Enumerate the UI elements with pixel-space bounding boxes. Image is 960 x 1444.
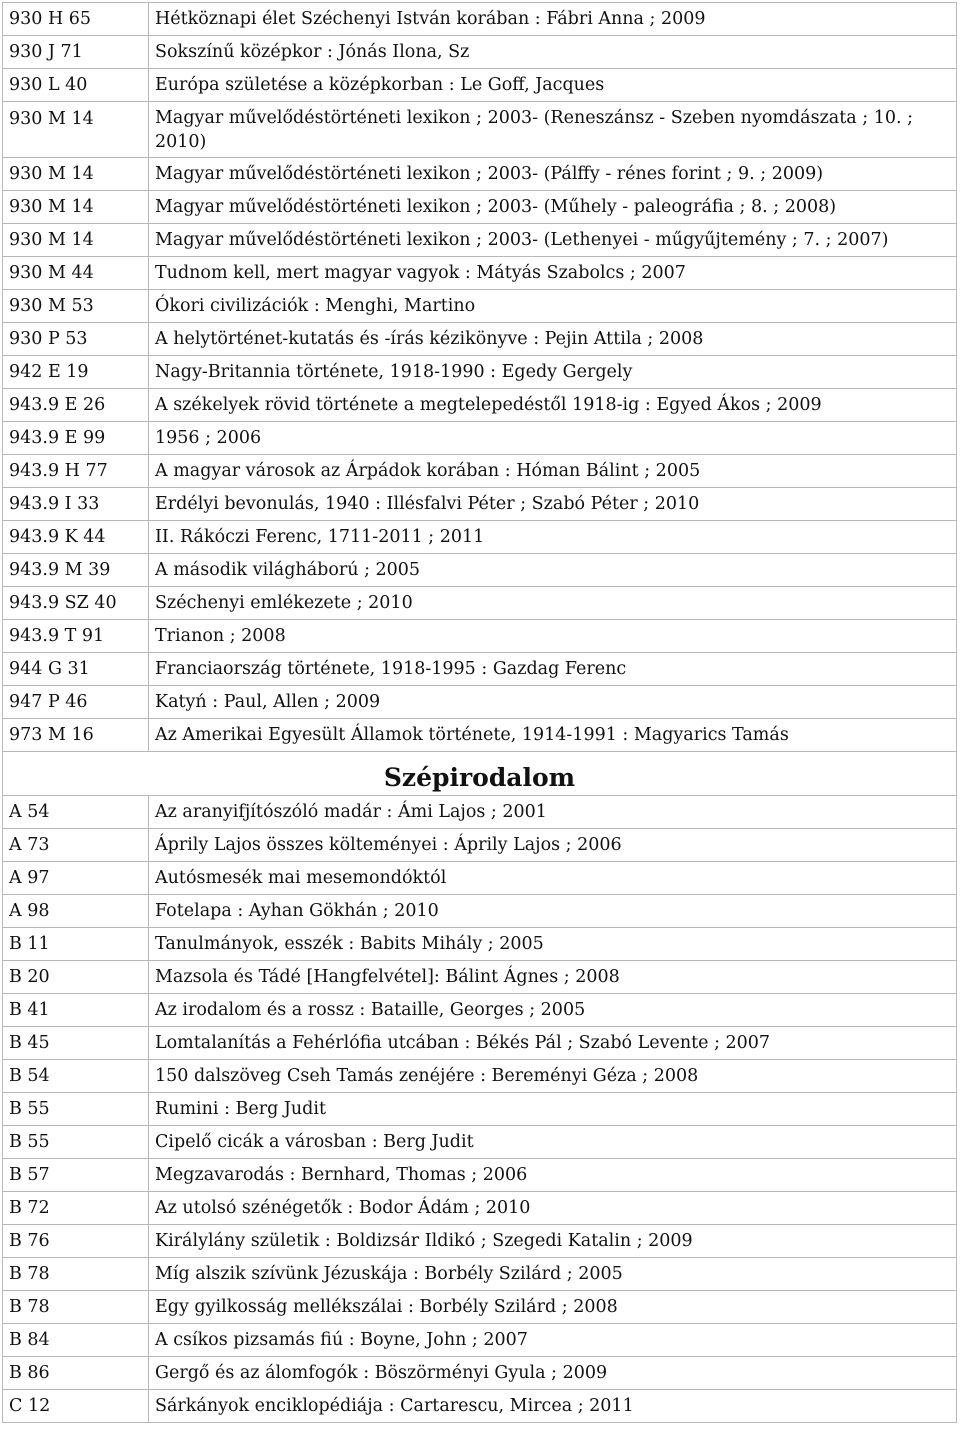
catalog-row — [3, 69, 957, 102]
call-number: B 78 — [3, 1258, 149, 1291]
catalog-row — [3, 422, 957, 455]
call-number: 930 H 65 — [3, 3, 149, 36]
catalog-row — [3, 620, 957, 653]
book-title: Katyń : Paul, Allen ; 2009 — [149, 686, 957, 719]
call-number: B 57 — [3, 1159, 149, 1192]
book-title: II. Rákóczi Ferenc, 1711-2011 ; 2011 — [149, 521, 957, 554]
book-title: Magyar művelődéstörténeti lexikon ; 2003- (Lethenyei - műgyűjtemény ; 7. ; 2007) — [149, 224, 957, 257]
book-title: Magyar művelődéstörténeti lexikon ; 2003- (Pálffy - rénes forint ; 9. ; 2009) — [149, 158, 957, 191]
book-title: Lomtalanítás a Fehérlófia utcában : Békés Pál ; Szabó Levente ; 2007 — [149, 1027, 957, 1060]
book-title: Míg alszik szívünk Jézuskája : Borbély Szilárd ; 2005 — [149, 1258, 957, 1291]
catalog-row — [3, 994, 957, 1027]
book-title: Sokszínű középkor : Jónás Ilona, Sz — [149, 36, 957, 69]
catalog-row — [3, 961, 957, 994]
catalog-row — [3, 1390, 957, 1423]
catalog-row — [3, 488, 957, 521]
book-title: Az Amerikai Egyesült Államok története, 1914-1991 : Magyarics Tamás — [149, 719, 957, 752]
call-number: B 45 — [3, 1027, 149, 1060]
book-title: Magyar művelődéstörténeti lexikon ; 2003- (Reneszánsz - Szeben nyomdászata ; 10. ; 2010) — [149, 102, 957, 158]
book-title: Tanulmányok, esszék : Babits Mihály ; 2005 — [149, 928, 957, 961]
call-number: 943.9 SZ 40 — [3, 587, 149, 620]
section-heading: Szépirodalom — [3, 752, 957, 796]
book-title: A helytörténet-kutatás és -írás kézikönyve : Pejin Attila ; 2008 — [149, 323, 957, 356]
call-number: 943.9 T 91 — [3, 620, 149, 653]
catalog-table — [2, 2, 957, 1423]
book-title: Autósmesék mai mesemondóktól — [149, 862, 957, 895]
call-number: 943.9 M 39 — [3, 554, 149, 587]
catalog-row — [3, 1192, 957, 1225]
call-number: B 55 — [3, 1126, 149, 1159]
book-title: A második világháború ; 2005 — [149, 554, 957, 587]
book-title: Megzavarodás : Bernhard, Thomas ; 2006 — [149, 1159, 957, 1192]
catalog-row — [3, 3, 957, 36]
book-title: Királylány születik : Boldizsár Ildikó ; Szegedi Katalin ; 2009 — [149, 1225, 957, 1258]
call-number: 943.9 E 99 — [3, 422, 149, 455]
catalog-row — [3, 521, 957, 554]
book-title: Tudnom kell, mert magyar vagyok : Mátyás Szabolcs ; 2007 — [149, 257, 957, 290]
call-number: 930 J 71 — [3, 36, 149, 69]
catalog-row — [3, 257, 957, 290]
call-number: 943.9 H 77 — [3, 455, 149, 488]
call-number: B 78 — [3, 1291, 149, 1324]
catalog-row — [3, 356, 957, 389]
call-number: B 54 — [3, 1060, 149, 1093]
book-title: Erdélyi bevonulás, 1940 : Illésfalvi Péter ; Szabó Péter ; 2010 — [149, 488, 957, 521]
book-title: Nagy-Britannia története, 1918-1990 : Egedy Gergely — [149, 356, 957, 389]
catalog-row — [3, 323, 957, 356]
catalog-row — [3, 1060, 957, 1093]
catalog-row — [3, 102, 957, 158]
catalog-row — [3, 455, 957, 488]
book-title: 150 dalszöveg Cseh Tamás zenéjére : Bereményi Géza ; 2008 — [149, 1060, 957, 1093]
call-number: A 73 — [3, 829, 149, 862]
book-title: A csíkos pizsamás fiú : Boyne, John ; 2007 — [149, 1324, 957, 1357]
call-number: B 55 — [3, 1093, 149, 1126]
call-number: 930 M 14 — [3, 224, 149, 257]
call-number: B 86 — [3, 1357, 149, 1390]
call-number: B 41 — [3, 994, 149, 1027]
book-title: A magyar városok az Árpádok korában : Hóman Bálint ; 2005 — [149, 455, 957, 488]
book-title: Egy gyilkosság mellékszálai : Borbély Szilárd ; 2008 — [149, 1291, 957, 1324]
call-number: 930 M 14 — [3, 102, 149, 158]
catalog-row — [3, 1093, 957, 1126]
call-number: B 11 — [3, 928, 149, 961]
book-title: Széchenyi emlékezete ; 2010 — [149, 587, 957, 620]
book-title: Az utolsó szénégetők : Bodor Ádám ; 2010 — [149, 1192, 957, 1225]
book-title: 1956 ; 2006 — [149, 422, 957, 455]
catalog-row — [3, 158, 957, 191]
catalog-row — [3, 719, 957, 752]
catalog-row — [3, 1291, 957, 1324]
call-number: 930 L 40 — [3, 69, 149, 102]
call-number: 944 G 31 — [3, 653, 149, 686]
book-title: Magyar művelődéstörténeti lexikon ; 2003- (Műhely - paleográfia ; 8. ; 2008) — [149, 191, 957, 224]
catalog-row — [3, 895, 957, 928]
book-title: Cipelő cicák a városban : Berg Judit — [149, 1126, 957, 1159]
catalog-row — [3, 1324, 957, 1357]
call-number: B 76 — [3, 1225, 149, 1258]
catalog-row — [3, 587, 957, 620]
catalog-row — [3, 1159, 957, 1192]
catalog-row — [3, 224, 957, 257]
book-title: Az irodalom és a rossz : Bataille, Georges ; 2005 — [149, 994, 957, 1027]
catalog-row — [3, 1225, 957, 1258]
book-title: Mazsola és Tádé [Hangfelvétel]: Bálint Ágnes ; 2008 — [149, 961, 957, 994]
call-number: B 20 — [3, 961, 149, 994]
book-title: Az aranyifjítószóló madár : Ámi Lajos ; 2001 — [149, 796, 957, 829]
call-number: A 98 — [3, 895, 149, 928]
call-number: A 54 — [3, 796, 149, 829]
call-number: A 97 — [3, 862, 149, 895]
call-number: 943.9 E 26 — [3, 389, 149, 422]
call-number: 973 M 16 — [3, 719, 149, 752]
book-title: Hétköznapi élet Széchenyi István korában : Fábri Anna ; 2009 — [149, 3, 957, 36]
call-number: 947 P 46 — [3, 686, 149, 719]
catalog-row — [3, 928, 957, 961]
call-number: 942 E 19 — [3, 356, 149, 389]
section-heading-row — [3, 752, 957, 796]
call-number: 930 P 53 — [3, 323, 149, 356]
catalog-row — [3, 290, 957, 323]
catalog-row — [3, 686, 957, 719]
book-title: Rumini : Berg Judit — [149, 1093, 957, 1126]
catalog-row — [3, 653, 957, 686]
call-number: 930 M 44 — [3, 257, 149, 290]
catalog-row — [3, 389, 957, 422]
book-title: Áprily Lajos összes költeményei : Áprily Lajos ; 2006 — [149, 829, 957, 862]
book-title: A székelyek rövid története a megtelepedéstől 1918-ig : Egyed Ákos ; 2009 — [149, 389, 957, 422]
catalog-row — [3, 829, 957, 862]
call-number: 943.9 I 33 — [3, 488, 149, 521]
call-number: C 12 — [3, 1390, 149, 1423]
book-title: Sárkányok enciklopédiája : Cartarescu, Mircea ; 2011 — [149, 1390, 957, 1423]
catalog-body — [3, 3, 957, 1423]
catalog-row — [3, 191, 957, 224]
catalog-row — [3, 862, 957, 895]
catalog-row — [3, 1357, 957, 1390]
call-number: 930 M 53 — [3, 290, 149, 323]
book-title: Európa születése a középkorban : Le Goff, Jacques — [149, 69, 957, 102]
book-title: Franciaország története, 1918-1995 : Gazdag Ferenc — [149, 653, 957, 686]
catalog-row — [3, 1126, 957, 1159]
book-title: Ókori civilizációk : Menghi, Martino — [149, 290, 957, 323]
call-number: 943.9 K 44 — [3, 521, 149, 554]
call-number: 930 M 14 — [3, 191, 149, 224]
catalog-row — [3, 796, 957, 829]
call-number: 930 M 14 — [3, 158, 149, 191]
catalog-row — [3, 36, 957, 69]
book-title: Fotelapa : Ayhan Gökhán ; 2010 — [149, 895, 957, 928]
catalog-row — [3, 1258, 957, 1291]
call-number: B 72 — [3, 1192, 149, 1225]
book-title: Gergő és az álomfogók : Böszörményi Gyula ; 2009 — [149, 1357, 957, 1390]
catalog-row — [3, 1027, 957, 1060]
call-number: B 84 — [3, 1324, 149, 1357]
book-title: Trianon ; 2008 — [149, 620, 957, 653]
catalog-row — [3, 554, 957, 587]
